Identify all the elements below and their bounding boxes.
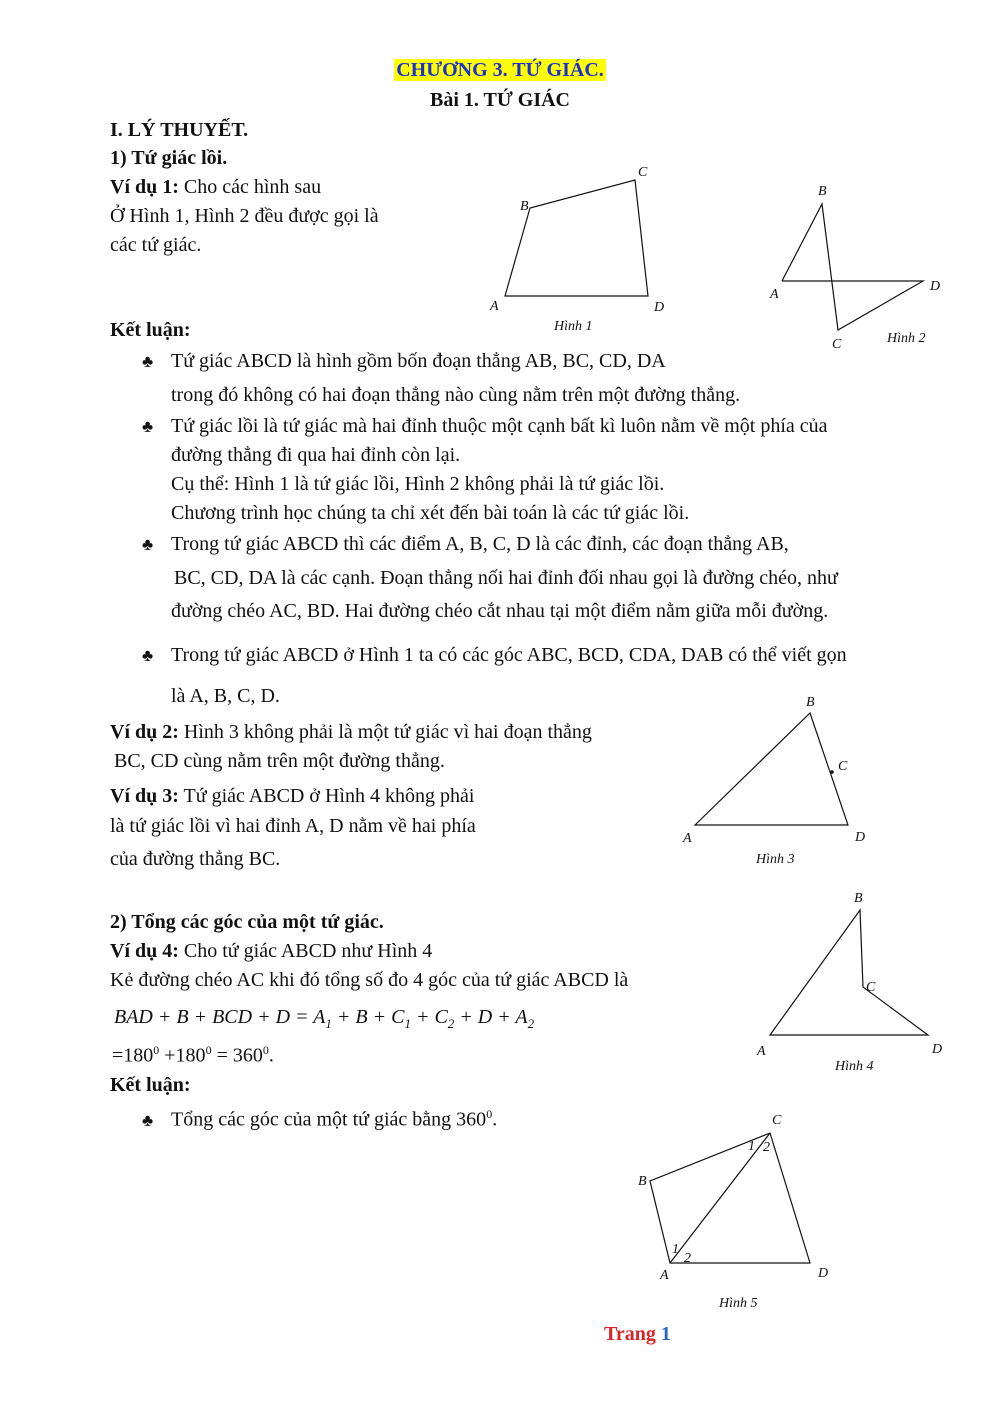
vertex-label: D [932,1042,943,1057]
figure-2 [760,180,960,355]
vertex-label: A [683,831,692,846]
example-1: Ví dụ 1: Cho các hình sau [110,176,322,198]
conclusion-label-2: Kết luận: [110,1074,191,1096]
formula-line-1: BAD + B + BCD + $D = A_1 + B + C_1 + C_2 + D + A_2$ [114,1006,535,1031]
example-2-line2: BC, CD cùng nằm trên một đường thẳng. [114,750,445,772]
bullet-5: Tổng các góc của một tứ giác bằng $360^0$. [171,1107,498,1131]
angle-label: 1 [672,1242,679,1257]
vertex-label: C [772,1113,782,1128]
section-title: I. LÝ THUYẾT. [110,119,249,141]
lesson-title: Bài 1. TỨ GIÁC [429,89,571,111]
club-suit-icon: ♣ [142,352,154,371]
example-4: Ví dụ 4: Cho tứ giác ABCD như Hình 4 [110,940,433,962]
figure-4 [745,885,955,1075]
vertex-label: D [654,300,665,315]
club-suit-icon: ♣ [142,417,154,436]
angle-label: 2 [763,1140,770,1155]
angle-label: 2 [684,1251,691,1266]
vertex-label: B [854,891,863,906]
example-1-line3: các tứ giác. [110,234,202,256]
bullet-2-line4: Chương trình học chúng ta chỉ xét đến bài toán là các tứ giác lồi. [171,502,690,524]
vertex-label: C [638,165,648,180]
example-3-line3: của đường thẳng BC. [110,848,281,870]
subsection-title: 1) Tứ giác lồi. [110,147,228,169]
vertex-label: A [757,1044,766,1059]
triangle-shape [695,713,848,825]
bullet-2-line2: đường thẳng đi qua hai đỉnh còn lại. [171,444,461,466]
vertex-label: B [520,199,529,214]
figure-caption: Hình 5 [719,1296,758,1311]
example-2: Ví dụ 2: Hình 3 không phải là một tứ giác vì hai đoạn thẳng [110,721,592,743]
figure-3 [670,690,880,870]
vertex-label: D [855,830,866,845]
club-suit-icon: ♣ [142,535,154,554]
vertex-label: B [818,184,827,199]
figure-5 [630,1105,850,1315]
bullet-1-line1: Tứ giác ABCD là hình gồm bốn đoạn thẳng AB, BC, CD, DA [171,350,666,372]
figure-1 [480,160,680,340]
vertex-label: A [490,299,499,314]
vertex-label: A [660,1268,669,1283]
figure-caption: Hình 2 [887,331,926,346]
bullet-3-line1: Trong tứ giác ABCD thì các điểm A, B, C, D là các đỉnh, các đoạn thẳng AB, [171,533,789,555]
conclusion-label: Kết luận: [110,319,191,341]
vertex-label: A [770,287,779,302]
subsection-title-2: 2) Tổng các góc của một tứ giác. [110,911,384,933]
example-4-line2: Kẻ đường chéo AC khi đó tổng số đo 4 góc của tứ giác ABCD là [110,969,629,991]
point-c-dot [830,770,834,774]
bullet-3-line2: BC, CD, DA là các cạnh. Đoạn thẳng nối hai đỉnh đối nhau gọi là đường chéo, như [174,567,838,589]
bullet-2-line3: Cụ thể: Hình 1 là tứ giác lồi, Hình 2 không phải là tứ giác lồi. [171,473,665,495]
bullet-4-line1: Trong tứ giác ABCD ở Hình 1 ta có các góc ABC, BCD, CDA, DAB có thể viết gọn [171,644,847,666]
bullet-1-line2: trong đó không có hai đoạn thẳng nào cùng nằm trên một đường thẳng. [171,384,741,406]
vertex-label: C [866,980,876,995]
club-suit-icon: ♣ [142,1111,154,1130]
vertex-label: B [638,1174,647,1189]
bullet-3-line3: đường chéo AC, BD. Hai đường chéo cắt nhau tại một điểm nằm giữa mỗi đường. [171,600,829,622]
figure-caption: Hình 4 [835,1059,874,1074]
vertex-label: D [818,1266,829,1281]
crossed-quadrilateral-shape [782,204,923,330]
vertex-label: C [838,759,848,774]
quadrilateral-shape [505,180,648,296]
example-3: Ví dụ 3: Tứ giác ABCD ở Hình 4 không phải [110,785,475,807]
vertex-label: B [806,695,815,710]
club-suit-icon: ♣ [142,646,154,665]
example-1-line2: Ở Hình 1, Hình 2 đều được gọi là [110,205,379,227]
example-3-line2: là tứ giác lồi vì hai đỉnh A, D nằm về hai phía [110,815,476,837]
formula-line-2: $=180^0 +180^0 = 360^0$. [112,1043,274,1067]
vertex-label: C [832,337,842,352]
angle-label: 1 [748,1139,755,1154]
bullet-4-line2: là A, B, C, D. [171,685,280,707]
figure-caption: Hình 1 [554,319,593,334]
concave-quadrilateral-shape [770,910,928,1035]
bullet-2-line1: Tứ giác lồi là tứ giác mà hai đỉnh thuộc một cạnh bất kì luôn nằm về một phía của [171,415,828,437]
figure-caption: Hình 3 [756,852,795,867]
vertex-label: D [930,279,941,294]
chapter-title: CHƯƠNG 3. TỨ GIÁC. [396,59,604,81]
page-number: Trang 1 [604,1323,671,1345]
